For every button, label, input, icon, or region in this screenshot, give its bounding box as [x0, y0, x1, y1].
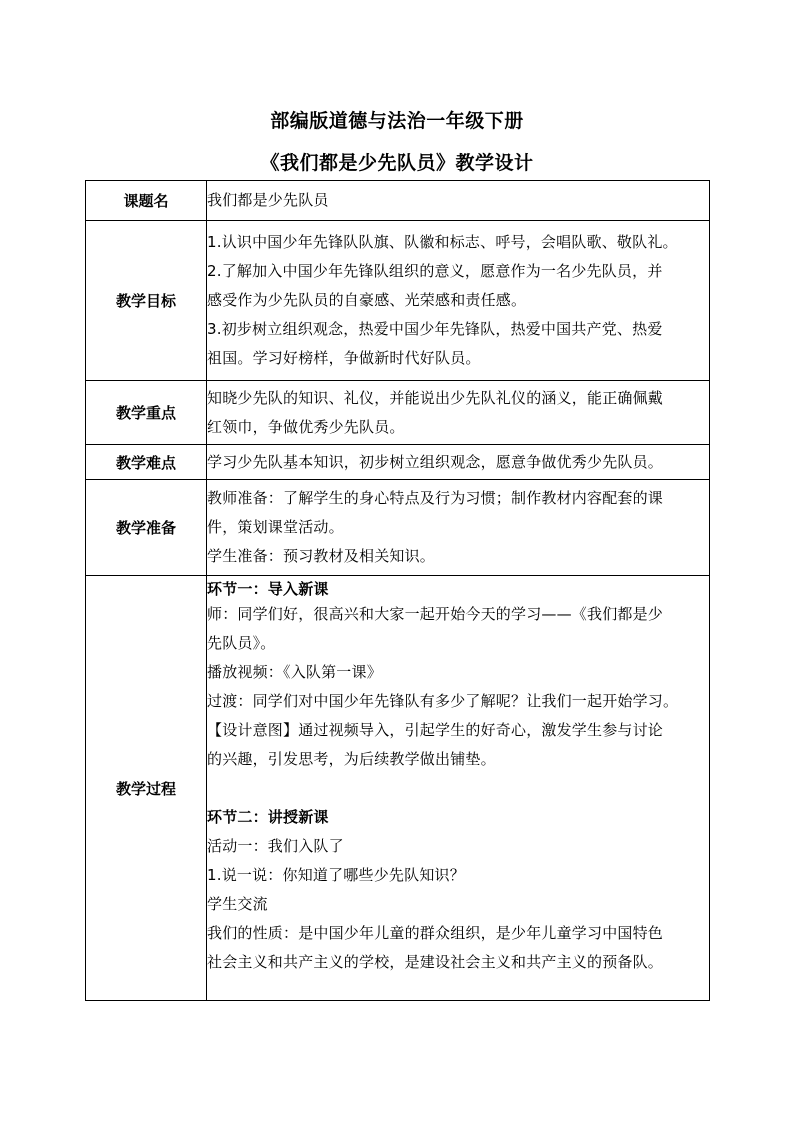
- lesson-plan-table: [85, 180, 710, 1001]
- blank-line: [207, 774, 709, 803]
- objectives-content: [207, 221, 710, 381]
- process-line: 活动一：我们入队了: [207, 837, 344, 855]
- process-line: 学生交流: [207, 895, 268, 913]
- objectives-line: 3.初步树立组织观念，热爱中国少年先锋队，热爱中国共产党、热爱: [207, 320, 663, 338]
- process-line: 播放视频：《入队第一课》: [207, 663, 382, 681]
- preparation-content: [207, 480, 710, 576]
- process-line: 1.说一说：你知道了哪些少先队知识？: [207, 866, 465, 884]
- process-line: 我们的性质：是中国少年儿童的群众组织，是少年儿童学习中国特色: [207, 924, 664, 942]
- process-line: 【设计意图】通过视频导入，引起学生的好奇心，激发学生参与讨论: [207, 721, 664, 739]
- preparation-line: 教师准备：了解学生的身心特点及行为习惯；制作教材内容配套的课: [207, 489, 664, 507]
- key-points-label: 教学重点: [86, 381, 207, 445]
- topic-value: 我们都是少先队员: [207, 181, 710, 221]
- process-line: 社会主义和共产主义的学校，是建设社会主义和共产主义的预备队。: [207, 953, 664, 971]
- document-title: 部编版道德与法治一年级下册: [270, 110, 524, 132]
- document-subtitle: 《我们都是少先队员》教学设计: [260, 152, 534, 174]
- table-row-preparation: [86, 480, 710, 576]
- process-line: 过渡：同学们对中国少年先锋队有多少了解呢？让我们一起开始学习。: [207, 692, 679, 710]
- difficulties-value: 学习少先队基本知识，初步树立组织观念，愿意争做优秀少先队员。: [207, 445, 710, 480]
- table-row-key-points: [86, 381, 710, 445]
- objectives-line: 2.了解加入中国少年先锋队组织的意义，愿意作为一名少先队员，并: [207, 262, 663, 280]
- key-points-line: 红领巾，争做优秀少先队员。: [207, 417, 405, 436]
- preparation-line: 件，策划课堂活动。: [207, 518, 344, 536]
- process-label: 教学过程: [86, 576, 207, 1001]
- objectives-label: 教学目标: [86, 221, 207, 381]
- table-row-topic: [86, 181, 710, 221]
- table-row-objectives: [86, 221, 710, 381]
- table-row-difficulties: [86, 445, 710, 480]
- objectives-line: 1.认识中国少年先锋队队旗、队徽和标志、呼号，会唱队歌、敬队礼。: [207, 233, 678, 251]
- preparation-line: 学生准备：预习教材及相关知识。: [207, 547, 436, 565]
- key-points-line: 知晓少先队的知识、礼仪，并能说出少先队礼仪的涵义，能正确佩戴: [207, 388, 664, 407]
- table-row-process: [86, 576, 710, 1001]
- preparation-label: 教学准备: [86, 480, 207, 576]
- difficulties-label: 教学难点: [86, 445, 207, 480]
- process-line: 的兴趣，引发思考，为后续教学做出铺垫。: [207, 750, 496, 768]
- process-section1-heading: 环节一：导入新课: [207, 580, 329, 598]
- objectives-line: 祖国。学习好榜样，争做新时代好队员。: [207, 349, 481, 367]
- process-line: 先队员》。: [207, 634, 276, 652]
- topic-label: 课题名: [86, 181, 207, 221]
- objectives-line: 感受作为少先队员的自豪感、光荣感和责任感。: [207, 291, 527, 309]
- key-points-content: [207, 381, 710, 445]
- process-section2-heading: 环节二：讲授新课: [207, 808, 329, 826]
- process-content: [207, 576, 710, 1001]
- process-line: 师：同学们好，很高兴和大家一起开始今天的学习——《我们都是少: [207, 605, 664, 623]
